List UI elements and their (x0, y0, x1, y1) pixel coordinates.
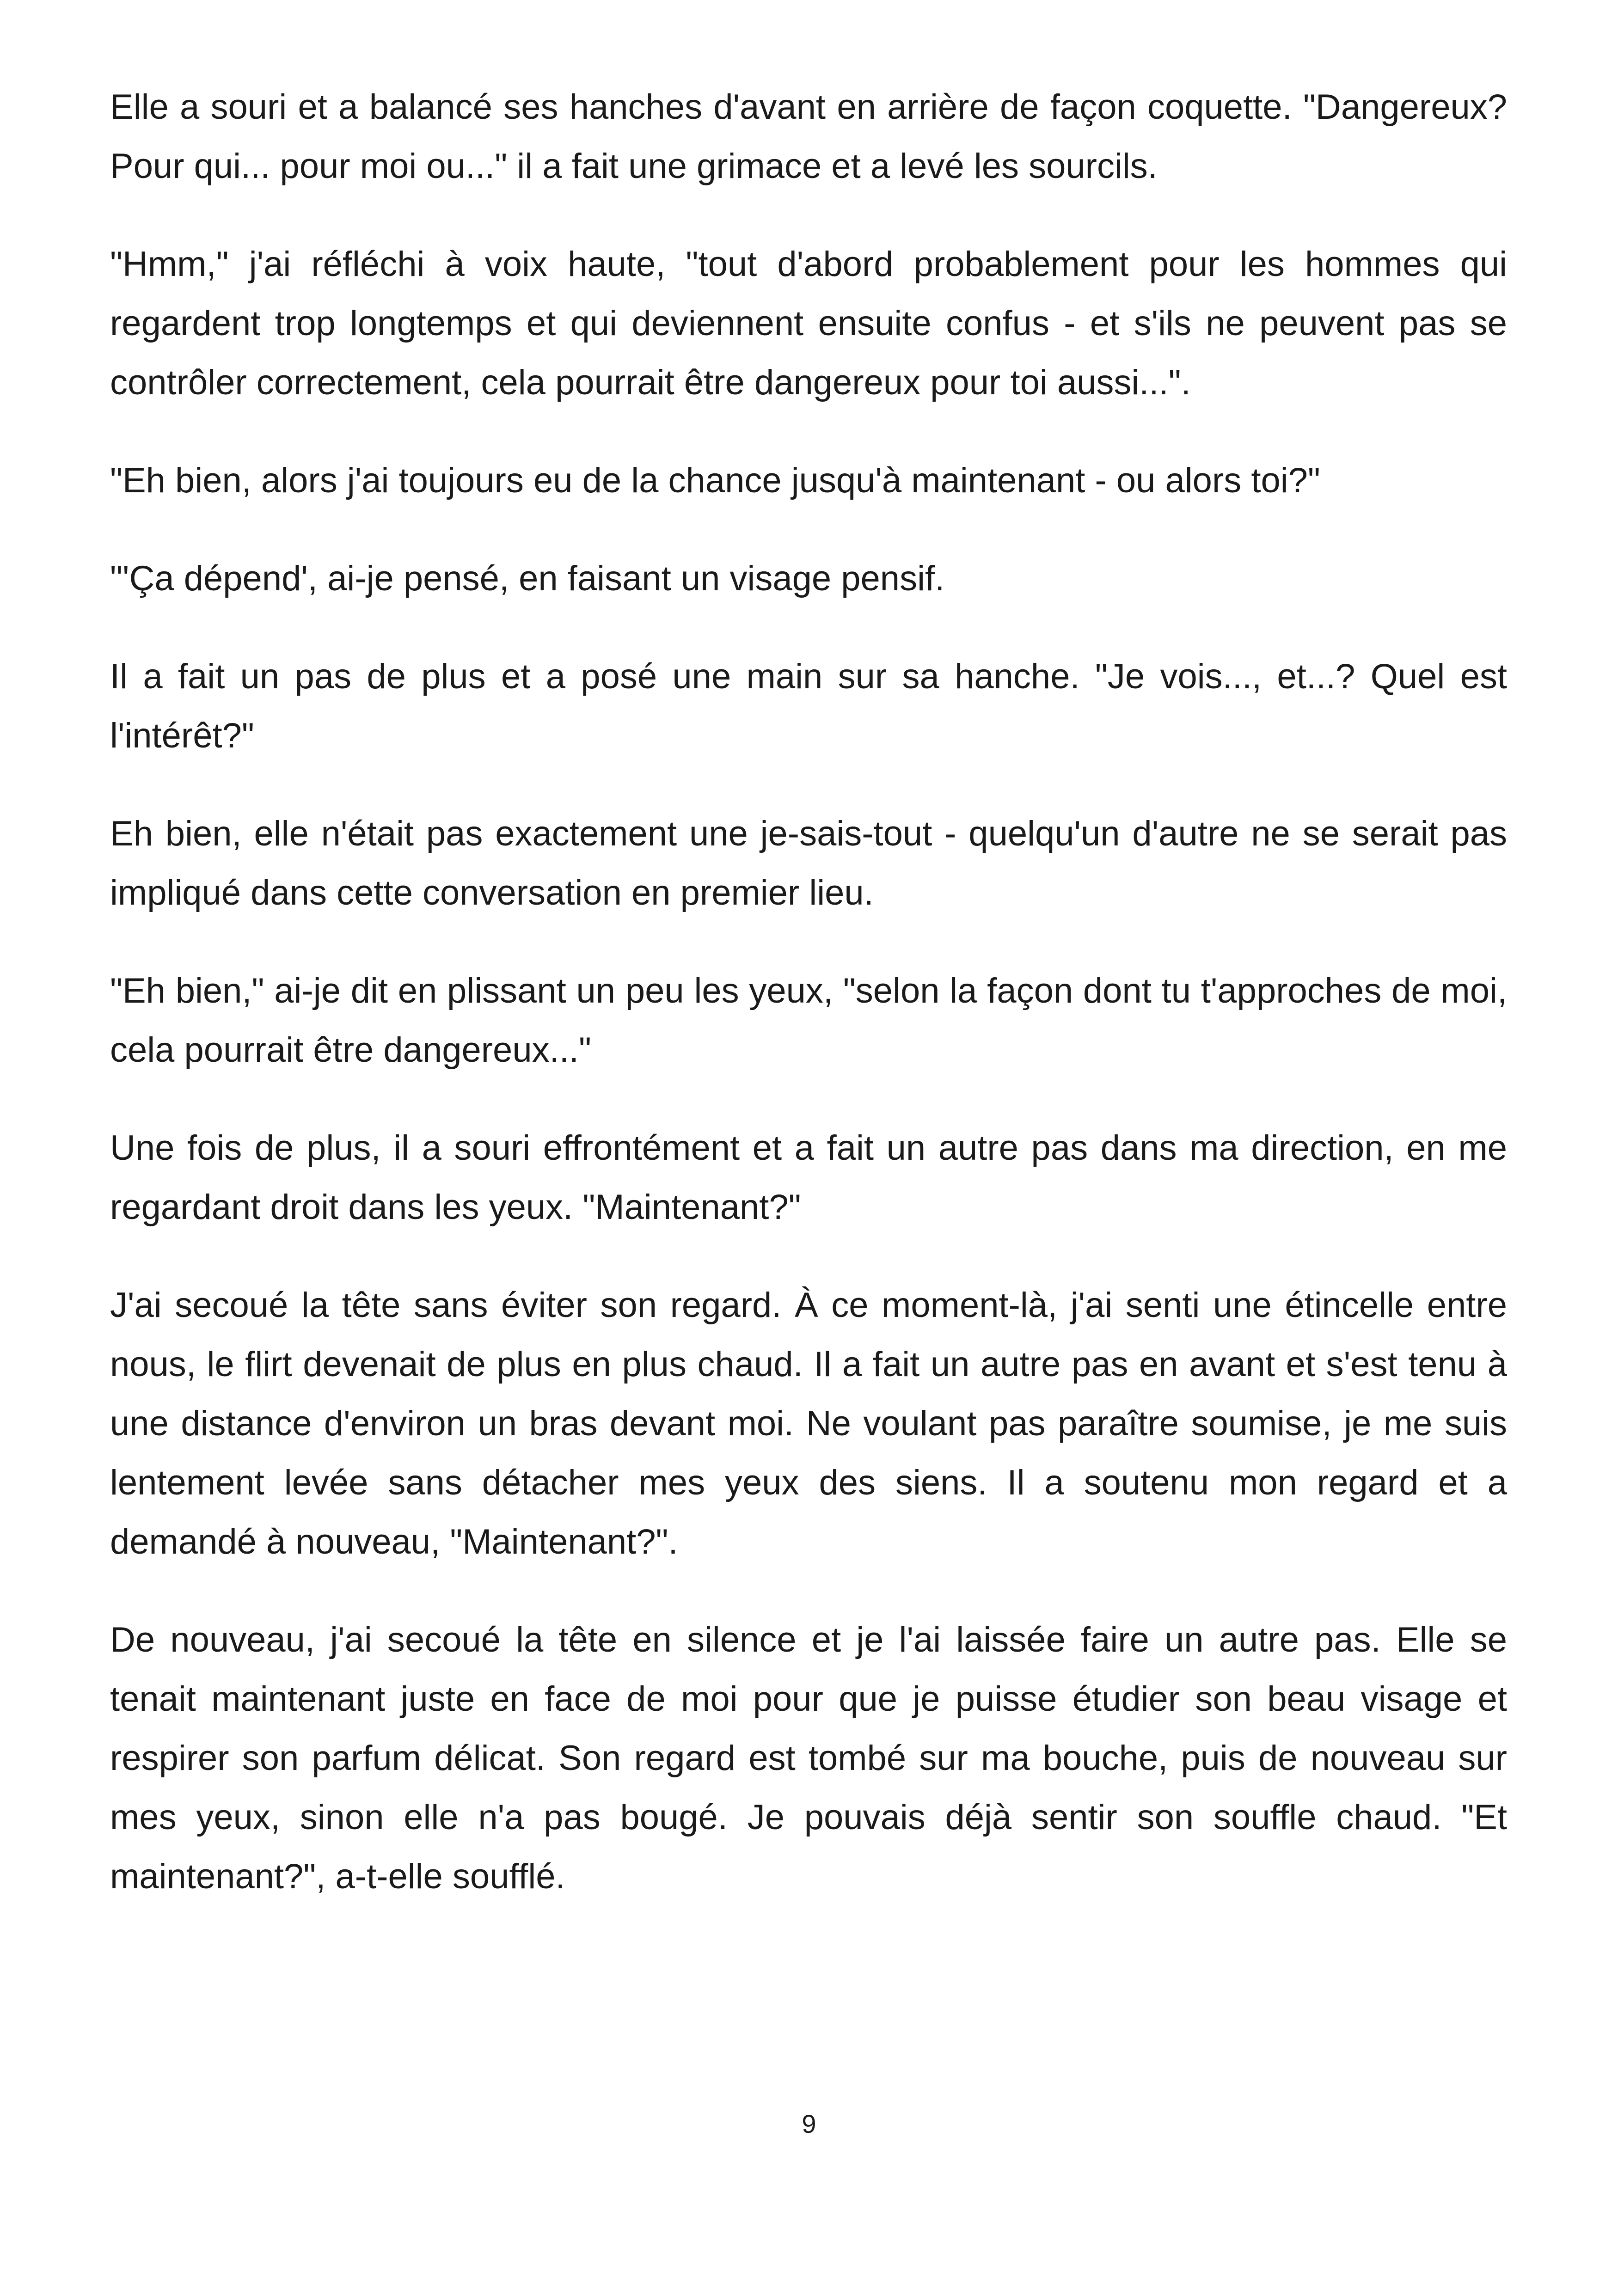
paragraph-5: Il a fait un pas de plus et a posé une main sur sa hanche. "Je vois..., et...? Quel est l'intérêt?" (110, 657, 1507, 755)
paragraph-1: Elle a souri et a balancé ses hanches d'avant en arrière de façon coquette. "Dangereux? Pour qui... pour moi ou..." il a fait une grimace et a levé les sourcils. (110, 87, 1507, 186)
page-number: 9 (802, 2109, 816, 2138)
page-body (110, 78, 1507, 1945)
paragraph-2: "Hmm," j'ai réfléchi à voix haute, "tout d'abord probablement pour les hommes qui regardent trop longtemps et qui deviennent ensuite confus - et s'ils ne peuvent pas se contrôler correctement, cela pourrait être dangereux pour toi aussi...". (110, 245, 1507, 402)
paragraph-6: Eh bien, elle n'était pas exactement une je-sais-tout - quelqu'un d'autre ne se serait pas impliqué dans cette conversation en premier lieu. (110, 814, 1507, 912)
paragraph-10: De nouveau, j'ai secoué la tête en silence et je l'ai laissée faire un autre pas. Elle se tenait maintenant juste en face de moi pour que je puisse étudier son beau visage et respirer son parfum délicat. Son regard est tombé sur ma bouche, puis de nouveau sur mes yeux, sinon elle n'a pas bougé. Je pouvais déjà sentir son souffle chaud. "Et maintenant?", a-t-elle soufflé. (110, 1620, 1507, 1896)
paragraph-9: J'ai secoué la tête sans éviter son regard. À ce moment-là, j'ai senti une étincelle entre nous, le flirt devenait de plus en plus chaud. Il a fait un autre pas en avant et s'est tenu à une distance d'environ un bras devant moi. Ne voulant pas paraître soumise, je me suis lentement levée sans détacher mes yeux des siens. Il a soutenu mon regard et a demandé à nouveau, "Maintenant?". (110, 1286, 1507, 1561)
paragraph-8: Une fois de plus, il a souri effrontément et a fait un autre pas dans ma direction, en me regardant droit dans les yeux. "Maintenant?" (110, 1128, 1507, 1227)
paragraph-7: "Eh bien," ai-je dit en plissant un peu les yeux, "selon la façon dont tu t'approches de moi, cela pourrait être dangereux..." (110, 971, 1507, 1070)
paragraph-4: "'Ça dépend', ai-je pensé, en faisant un visage pensif. (110, 559, 945, 598)
paragraph-3: "Eh bien, alors j'ai toujours eu de la chance jusqu'à maintenant - ou alors toi?" (110, 461, 1320, 500)
